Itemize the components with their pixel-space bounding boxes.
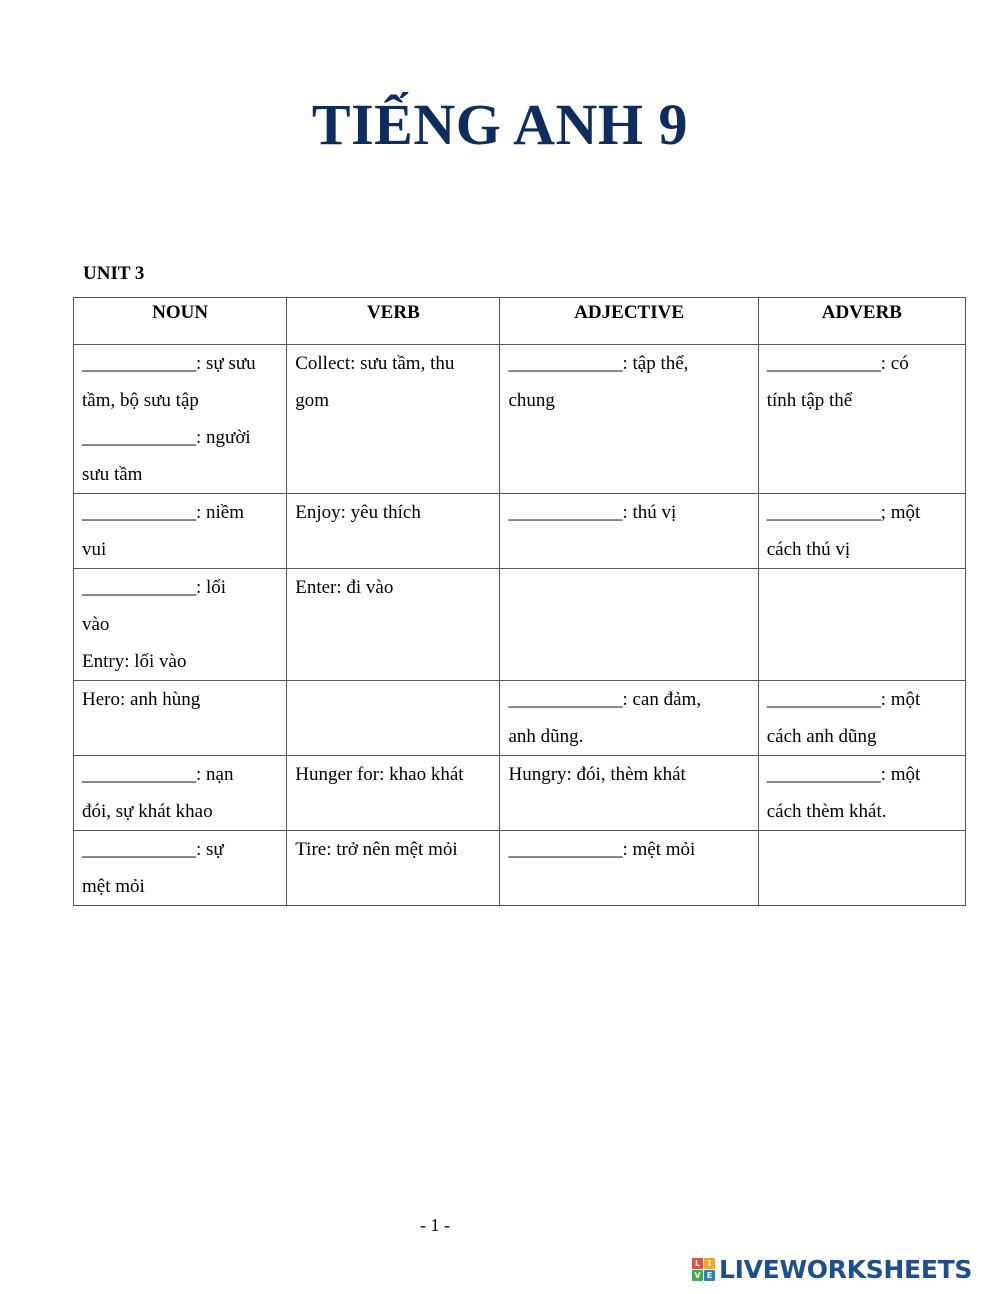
cell-noun <box>74 831 287 906</box>
cell-adjective <box>500 681 758 756</box>
liveworksheets-logo[interactable] <box>692 1254 972 1284</box>
cell-verb <box>287 756 500 831</box>
header-verb: VERB <box>287 298 500 345</box>
cell-verb <box>287 345 500 494</box>
cell-text-line: tính tập thể <box>766 390 853 411</box>
header-adverb: ADVERB <box>758 298 965 345</box>
cell-noun <box>74 681 287 756</box>
cell-text-line: Hunger for: khao khát <box>295 764 464 785</box>
cell-text-line: ____________: sự <box>82 839 224 860</box>
cell-adverb <box>758 345 965 494</box>
cell-text-line: ____________: lối <box>82 577 227 598</box>
cell-text-line: ____________: can đảm, <box>508 689 702 710</box>
liveworksheets-logo-icon <box>692 1258 715 1281</box>
table-row <box>74 756 966 831</box>
page-title: TIẾNG ANH 9 <box>311 92 689 157</box>
cell-adverb <box>758 494 965 569</box>
logo-letter: I <box>704 1258 715 1269</box>
header-adjective: ADJECTIVE <box>500 298 758 345</box>
cell-adverb <box>758 569 965 681</box>
vocabulary-table <box>73 297 966 906</box>
cell-text-line: sưu tầm <box>82 464 143 485</box>
cell-text-line: vào <box>82 614 110 635</box>
cell-noun <box>74 569 287 681</box>
cell-adjective <box>500 831 758 906</box>
cell-text-line: ____________: một <box>766 764 921 785</box>
cell-text-line: ____________: thú vị <box>508 502 677 523</box>
cell-verb <box>287 569 500 681</box>
cell-text-line: anh dũng. <box>508 726 584 747</box>
cell-text-line: ____________: một <box>766 689 921 710</box>
logo-letter: L <box>692 1258 703 1269</box>
cell-verb <box>287 831 500 906</box>
cell-adverb <box>758 831 965 906</box>
cell-text-line: ____________: sự sưu <box>82 353 256 374</box>
cell-adjective <box>500 345 758 494</box>
table-body <box>74 345 966 906</box>
cell-text-line: cách anh dũng <box>766 726 877 747</box>
cell-text-line: ____________; một <box>766 502 921 523</box>
cell-adjective <box>500 756 758 831</box>
table-row <box>74 569 966 681</box>
table-row <box>74 345 966 494</box>
cell-adverb <box>758 756 965 831</box>
cell-text-line: Collect: sưu tầm, thu <box>295 353 455 374</box>
cell-text-line: ____________: người <box>82 427 251 448</box>
cell-text-line: đói, sự khát khao <box>82 801 213 822</box>
table-header-row <box>74 298 966 345</box>
unit-heading: UNIT 3 <box>83 263 145 284</box>
table-row <box>74 494 966 569</box>
cell-text-line: ____________: có <box>766 353 909 374</box>
cell-text-line: gom <box>295 390 330 411</box>
cell-noun <box>74 345 287 494</box>
cell-text-line: Enjoy: yêu thích <box>295 502 421 523</box>
cell-verb <box>287 681 500 756</box>
logo-text: LIVEWORKSHEETS <box>719 1254 973 1284</box>
header-noun: NOUN <box>74 298 287 345</box>
cell-text-line: ____________: mệt mỏi <box>508 839 696 860</box>
cell-adjective <box>500 494 758 569</box>
page-number: - 1 - <box>420 1215 450 1235</box>
cell-text-line: ____________: niềm <box>82 502 245 523</box>
table-row <box>74 831 966 906</box>
cell-noun <box>74 494 287 569</box>
cell-text-line: vui <box>82 539 107 560</box>
cell-verb <box>287 494 500 569</box>
table-row <box>74 681 966 756</box>
cell-text-line: Hungry: đói, thèm khát <box>508 764 686 785</box>
cell-text-line: tầm, bộ sưu tập <box>82 390 199 411</box>
logo-letter: V <box>692 1270 703 1281</box>
cell-text-line: Entry: lối vào <box>82 651 187 672</box>
cell-text-line: Hero: anh hùng <box>82 689 201 710</box>
cell-text-line: mệt mỏi <box>82 876 145 897</box>
cell-text-line: cách thú vị <box>766 539 851 560</box>
cell-text-line: chung <box>508 390 555 411</box>
cell-adjective <box>500 569 758 681</box>
cell-text-line: ____________: tập thể, <box>508 353 689 374</box>
cell-text-line: ____________: nạn <box>82 764 234 785</box>
cell-noun <box>74 756 287 831</box>
cell-text-line: cách thèm khát. <box>766 801 887 822</box>
cell-adverb <box>758 681 965 756</box>
cell-text-line: Tire: trở nên mệt mỏi <box>295 839 458 860</box>
cell-text-line: Enter: đi vào <box>295 577 394 598</box>
logo-letter: E <box>704 1270 715 1281</box>
